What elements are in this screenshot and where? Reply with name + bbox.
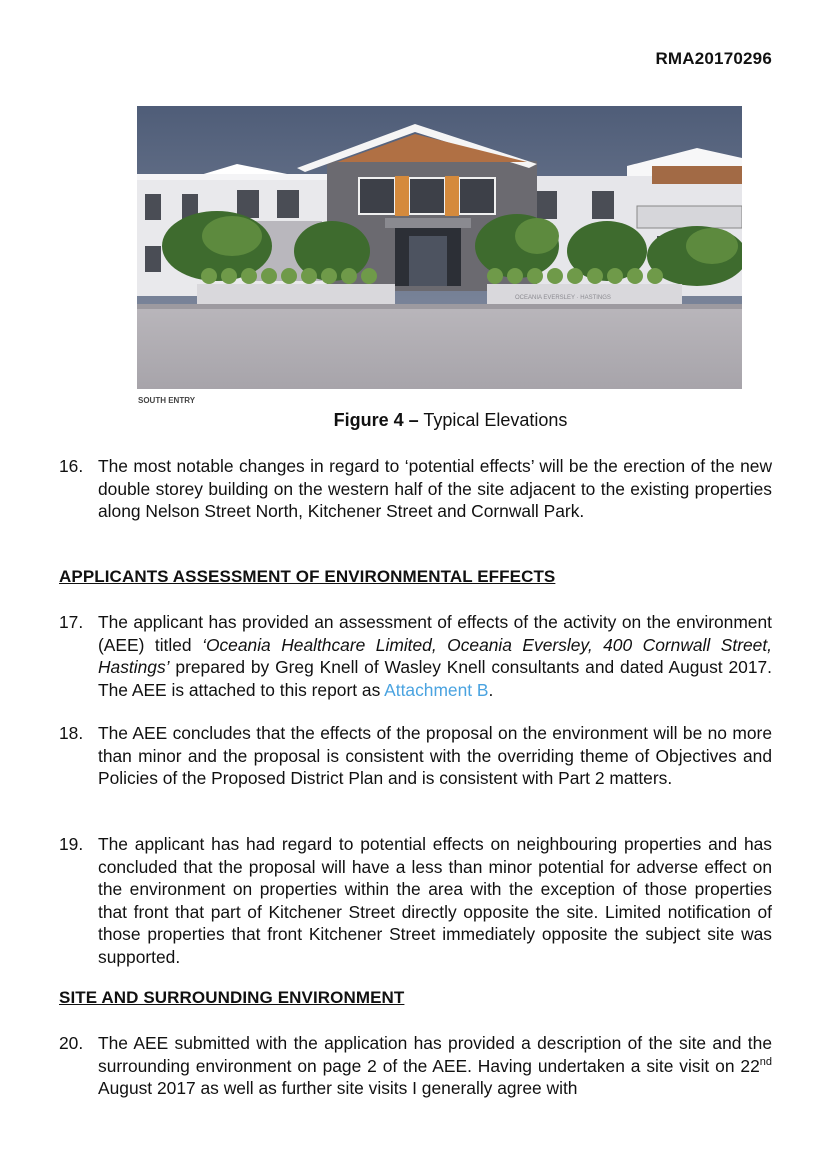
figure-caption-text: Typical Elevations [418, 410, 568, 430]
figure-caption-number: Figure 4 – [333, 410, 419, 430]
attachment-b-link[interactable]: Attachment B [384, 679, 489, 700]
paragraph-number: 19. [59, 834, 84, 854]
paragraph-18 [59, 722, 772, 790]
paragraph-number: 20. [59, 1033, 84, 1053]
paragraph-text: The AEE submitted with the application has provided a description of the site and the surrounding environment on page 2 of the AEE. Having undertaken a site visit on 22 [98, 1033, 772, 1076]
paragraph-number: 18. [59, 723, 84, 743]
paragraph-end: . [488, 679, 494, 700]
aee-title: ‘Oceania Healthcare Limited, Oceania Eversley, 400 Cornwall Street, Hastings’ [98, 634, 772, 677]
figure-caption [0, 410, 821, 431]
paragraph-number: 16. [59, 456, 84, 476]
paragraph-text: The applicant has had regard to potential effects on neighbouring properties and has concluded that the proposal will have a less than minor potential for adverse effect on the environment on properties within the area with the exception of those properties that front that part of Kitchener Street directly opposite the site. Limited notification of those properties that front Kitchener Street immediately opposite the subject site was supported. [98, 834, 772, 967]
ordinal-suffix: nd [759, 1055, 772, 1068]
paragraph-16 [59, 455, 772, 523]
building-elevation-image [137, 106, 742, 389]
paragraph-text: The applicant has provided an assessment of effects of the activity on the environment (AEE) titled [98, 612, 772, 655]
paragraph-number: 17. [59, 612, 84, 632]
paragraph-text: The most notable changes in regard to ‘potential effects’ will be the erection of the new double storey building on the western half of the site adjacent to the existing properties along Nelson Street North, Kitchener Street and Cornwall Park. [98, 456, 772, 521]
figure-sublabel: SOUTH ENTRY [138, 396, 196, 405]
paragraph-text-cont: prepared by Greg Knell of Wasley Knell consultants and dated August 2017. The AEE is attached to this report as [98, 657, 772, 700]
paragraph-19 [59, 833, 772, 968]
paragraph-text: The AEE concludes that the effects of the proposal on the environment will be no more than minor and the proposal is consistent with the overriding theme of Objectives and Policies of the Proposed District Plan and is consistent with Part 2 matters. [98, 723, 772, 788]
heading-site-environment: SITE AND SURROUNDING ENVIRONMENT [59, 988, 405, 1007]
heading-applicants-assessment: APPLICANTS ASSESSMENT OF ENVIRONMENTAL EFFECTS [59, 567, 556, 586]
paragraph-17 [59, 611, 772, 701]
document-reference-number: RMA20170296 [655, 49, 772, 68]
sign-lettering: OCEANIA EVERSLEY · HASTINGS [515, 295, 611, 301]
paragraph-20 [59, 1032, 772, 1100]
paragraph-text-cont: August 2017 as well as further site visits I generally agree with [98, 1078, 578, 1098]
